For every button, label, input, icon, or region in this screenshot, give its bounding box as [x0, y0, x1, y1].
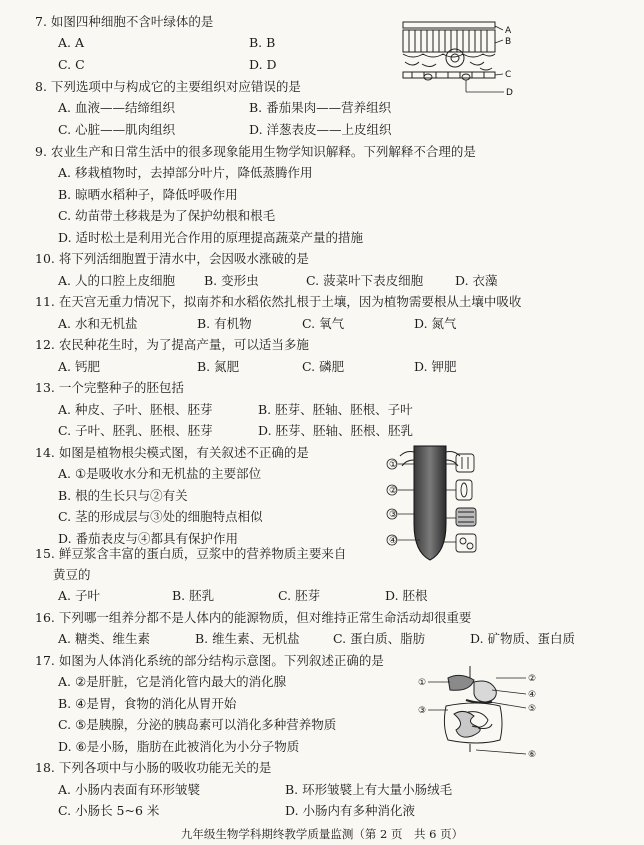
q12-option-d: D. 钾肥	[414, 359, 457, 374]
q18-option-d: D. 小肠内有多种消化液	[285, 803, 416, 818]
question-14-stem: 14. 如图是植物根尖模式图，有关叙述不正确的是	[35, 445, 309, 460]
digestive-label-5: ⑤	[528, 704, 537, 714]
question-9-stem: 9. 农业生产和日常生活中的很多现象能用生物学知识解释。下列解释不合理的是	[35, 144, 476, 159]
q17-option-b: B. ④是胃，食物的消化从胃开始	[58, 696, 237, 711]
leaf-label-a: A	[505, 26, 512, 36]
q17-option-c: C. ⑤是胰腺，分泌的胰岛素可以消化多种营养物质	[58, 717, 337, 732]
q8-option-a: A. 血液——结缔组织	[58, 100, 175, 115]
q15-option-d: D. 胚根	[385, 588, 428, 603]
q18-option-a: A. 小肠内表面有环形皱襞	[58, 782, 200, 797]
root-label-2: ②	[389, 486, 398, 496]
leaf-label-d: D	[506, 88, 513, 98]
q17-option-d: D. ⑥是小肠，脂肪在此被消化为小分子物质	[58, 739, 300, 754]
q10-option-d: D. 衣藻	[455, 273, 498, 288]
q7-option-a: A. A	[58, 35, 85, 50]
question-15-stem: 15. 鲜豆浆含丰富的蛋白质，豆浆中的营养物质主要来自	[35, 546, 347, 561]
q10-option-c: C. 菠菜叶下表皮细胞	[306, 273, 424, 288]
digestive-label-4: ④	[528, 690, 537, 700]
q9-option-d: D. 适时松土是利用光合作用的原理提高蔬菜产量的措施	[58, 230, 364, 245]
question-18-stem: 18. 下列各项中与小肠的吸收功能无关的是	[35, 760, 272, 775]
question-15-stem-line2: 黄豆的	[53, 567, 91, 582]
q17-option-a: A. ②是肝脏，它是消化管内最大的消化腺	[58, 674, 287, 689]
digestive-label-6: ⑥	[528, 750, 537, 760]
q7-option-b: B. B	[249, 35, 276, 50]
q16-option-d: D. 矿物质、蛋白质	[470, 631, 576, 646]
q11-option-c: C. 氧气	[302, 316, 345, 331]
root-tip-figure	[384, 442, 494, 564]
root-label-4: ④	[389, 536, 398, 546]
q13-option-c: C. 子叶、胚乳、胚根、胚芽	[58, 423, 213, 438]
q18-option-b: B. 环形皱襞上有大量小肠绒毛	[285, 782, 453, 797]
question-16-stem: 16. 下列哪一组养分都不是人体内的能源物质，但对维持正常生命活动却很重要	[35, 610, 472, 625]
digestive-system-figure	[418, 664, 548, 764]
q7-option-d: D. D	[249, 57, 277, 72]
q12-option-a: A. 钙肥	[58, 359, 100, 374]
q13-option-b: B. 胚芽、胚轴、胚根、子叶	[258, 402, 413, 417]
q12-option-b: B. 氮肥	[197, 359, 240, 374]
question-10-stem: 10. 将下列活细胞置于清水中，会因吸水涨破的是	[35, 251, 309, 266]
q8-option-c: C. 心脏——肌肉组织	[58, 122, 176, 137]
page-footer: 九年级生物学科期终教学质量监测（第 2 页 共 6 页）	[180, 827, 464, 841]
question-17-stem: 17. 如图为人体消化系统的部分结构示意图。下列叙述正确的是	[35, 653, 384, 668]
question-11-stem: 11. 在天宫无重力情况下，拟南芥和水稻依然扎根于土壤，因为植物需要根从土壤中吸收	[35, 294, 522, 309]
question-7-stem: 7. 如图四种细胞不含叶绿体的是	[35, 14, 214, 29]
digestive-label-1: ①	[418, 678, 427, 688]
q18-option-c: C. 小肠长 5~6 米	[58, 803, 160, 818]
leaf-label-c: C	[505, 70, 512, 80]
q7-option-c: C. C	[58, 57, 85, 72]
leaf-label-b: B	[505, 37, 512, 47]
q9-option-a: A. 移栽植物时，去掉部分叶片，降低蒸腾作用	[58, 165, 313, 180]
question-8-stem: 8. 下列选项中与构成它的主要组织对应错误的是	[35, 79, 301, 94]
q14-option-b: B. 根的生长只与②有关	[58, 488, 188, 503]
question-13-stem: 13. 一个完整种子的胚包括	[35, 380, 184, 395]
q11-option-b: B. 有机物	[197, 316, 252, 331]
q13-option-a: A. 种皮、子叶、胚根、胚芽	[58, 402, 213, 417]
root-label-1: ①	[389, 460, 398, 470]
q15-option-a: A. 子叶	[58, 588, 100, 603]
q16-option-c: C. 蛋白质、脂肪	[333, 631, 426, 646]
question-12-stem: 12. 农民种花生时，为了提高产量，可以适当多施	[35, 337, 309, 352]
q15-option-b: B. 胚乳	[172, 588, 215, 603]
q14-option-c: C. 茎的形成层与③处的细胞特点相似	[58, 509, 263, 524]
q11-option-d: D. 氮气	[414, 316, 457, 331]
root-label-3: ③	[389, 510, 398, 520]
q11-option-a: A. 水和无机盐	[58, 316, 138, 331]
q16-option-a: A. 糖类、维生素	[58, 631, 150, 646]
leaf-cross-section-figure	[400, 18, 515, 100]
q9-option-b: B. 晾晒水稻种子，降低呼吸作用	[58, 187, 238, 202]
q12-option-c: C. 磷肥	[302, 359, 345, 374]
q10-option-a: A. 人的口腔上皮细胞	[58, 273, 175, 288]
q14-option-a: A. ①是吸收水分和无机盐的主要部位	[58, 466, 262, 481]
digestive-label-2: ②	[528, 674, 537, 684]
q9-option-c: C. 幼苗带土移栽是为了保护幼根和根毛	[58, 208, 276, 223]
digestive-label-3: ③	[418, 706, 427, 716]
q8-option-d: D. 洋葱表皮——上皮组织	[249, 122, 392, 137]
q14-option-d: D. 番茄表皮与④都具有保护作用	[58, 531, 239, 546]
q13-option-d: D. 胚芽、胚轴、胚根、胚乳	[258, 423, 414, 438]
q15-option-c: C. 胚芽	[278, 588, 321, 603]
q10-option-b: B. 变形虫	[204, 273, 259, 288]
q8-option-b: B. 番茄果肉——营养组织	[249, 100, 392, 115]
q16-option-b: B. 维生素、无机盐	[195, 631, 300, 646]
